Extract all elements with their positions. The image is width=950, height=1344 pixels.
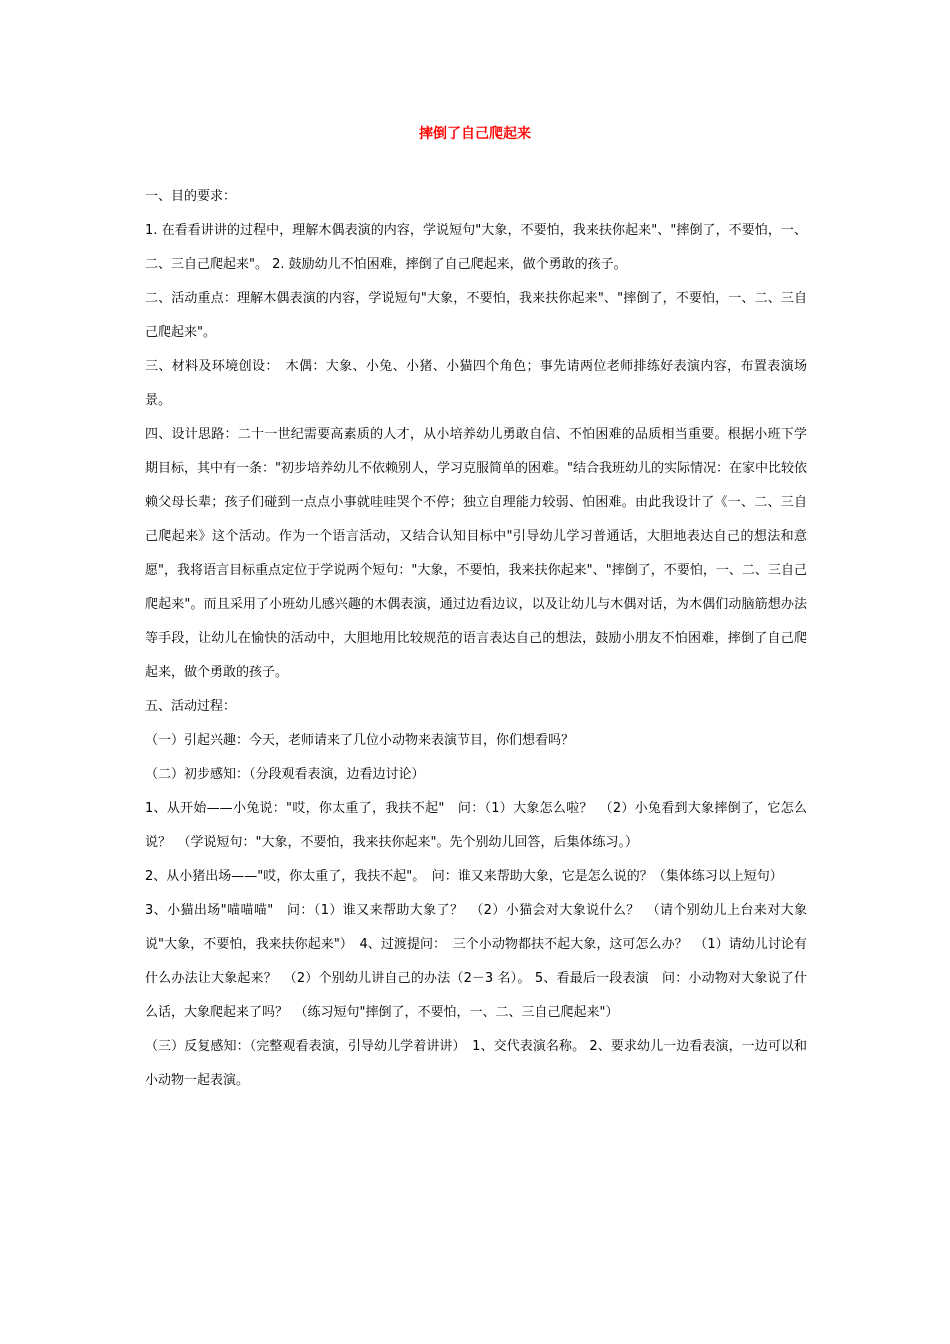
process-item-2: 2、从小猪出场——"哎，你太重了，我扶不起"。 问：谁又来帮助大象，它是怎么说的？（集体练习以上短句） [145,869,783,884]
document-body [145,180,807,1098]
section-goals-heading: 一、目的要求： [145,189,237,204]
process-step-interest: （一）引起兴趣：今天，老师请来了几位小动物来表演节目，你们想看吗？ [145,733,575,748]
process-item-3: 3、小猫出场"喵喵喵" 问：（1）谁又来帮助大象了？ （2）小猫会对大象说什么？ （请个别幼儿上台来对大象说"大象，不要怕，我来扶你起来"） 4、过渡提问： 三个小动物都扶不起大象，这可怎么办？ （1）请幼儿讨论有什么办法让大象起来？ （2）个别幼儿讲自己的办法（2－3 名）。 5、看最后一段表演 问：小动物对大象说了什么话，大象爬起来了吗？ （练习短句"摔倒了，不要怕，一、二、三自己爬起来"） [145,903,807,1020]
process-step-perception: （二）初步感知：（分段观看表演，边看边讨论） [145,767,425,782]
goals-paragraph: 1. 在看看讲讲的过程中，理解木偶表演的内容，学说短句"大象，不要怕，我来扶你起来"、"摔倒了，不要怕，一、二、三自己爬起来"。 2. 鼓励幼儿不怕困难，摔倒了自己爬起来，做个勇敢的孩子。 [145,223,807,272]
process-item-1: 1、从开始——小兔说："哎，你太重了，我扶不起" 问：（1）大象怎么啦？ （2）小兔看到大象摔倒了，它怎么说？ （学说短句："大象，不要怕，我来扶你起来"。先个别幼儿回答，后集体练习。） [145,801,807,850]
key-points-paragraph: 二、活动重点：理解木偶表演的内容，学说短句"大象，不要怕，我来扶你起来"、"摔倒了，不要怕，一、二、三自己爬起来"。 [145,291,807,340]
materials-paragraph: 三、材料及环境创设： 木偶：大象、小兔、小猪、小猫四个角色；事先请两位老师排练好表演内容，布置表演场景。 [145,359,807,408]
design-ideas-paragraph: 四、设计思路：二十一世纪需要高素质的人才，从小培养幼儿勇敢自信、不怕困难的品质相当重要。根据小班下学期目标，其中有一条："初步培养幼儿不依赖别人，学习克服简单的困难。"结合我班幼儿的实际情况：在家中比较依赖父母长辈；孩子们碰到一点点小事就哇哇哭个不停；独立自理能力较弱、怕困难。由此我设计了《一、二、三自己爬起来》这个活动。作为一个语言活动，又结合认知目标中"引导幼儿学习普通话，大胆地表达自己的想法和意愿"，我将语言目标重点定位于学说两个短句："大象，不要怕，我来扶你起来"、"摔倒了，不要怕，一、二、三自己爬起来"。而且采用了小班幼儿感兴趣的木偶表演，通过边看边议，以及让幼儿与木偶对话，为木偶们动脑筋想办法等手段，让幼儿在愉快的活动中，大胆地用比较规范的语言表达自己的想法，鼓励小朋友不怕困难，摔倒了自己爬起来，做个勇敢的孩子。 [145,427,807,680]
section-process-heading: 五、活动过程： [145,699,237,714]
process-step-repeat: （三）反复感知：（完整观看表演，引导幼儿学着讲讲） 1、交代表演名称。 2、要求幼儿一边看表演，一边可以和小动物一起表演。 [145,1039,807,1088]
document-title: 摔倒了自己爬起来 [419,126,531,142]
